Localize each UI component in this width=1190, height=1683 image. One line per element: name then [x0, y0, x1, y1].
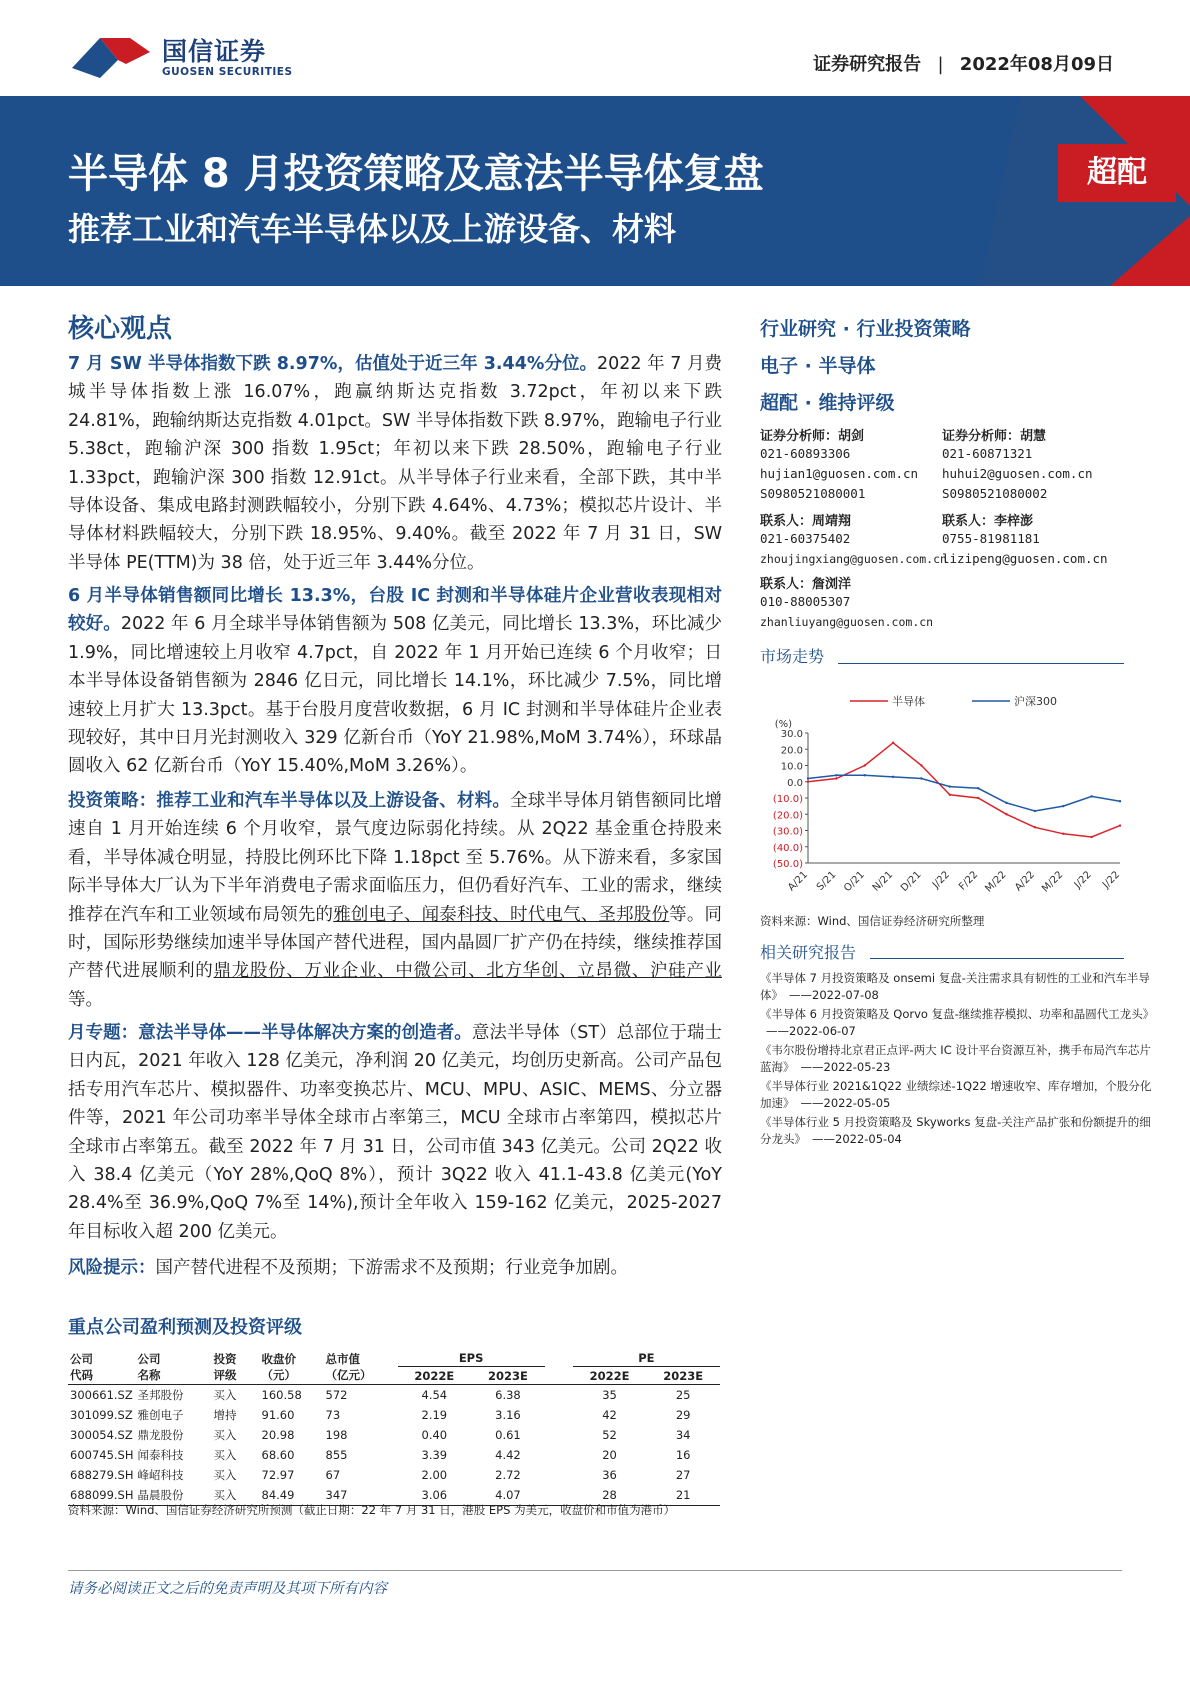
legend-label: 沪深300	[1014, 695, 1057, 708]
chart-axes	[773, 729, 1122, 895]
table-cell: 91.60	[261, 1408, 295, 1422]
table-cell: 买入	[213, 1468, 237, 1482]
related-report-title: 《半导体 6 月投资策略及 Qorvo 复盘-继续推荐模拟、功率和晶圆代工龙头》	[760, 1007, 1155, 1021]
data-point	[1005, 813, 1007, 815]
risk-paragraph	[68, 1254, 722, 1282]
col-pe: PE	[573, 1350, 720, 1367]
data-point	[949, 794, 951, 796]
contact-email[interactable]: lizipeng@guosen.com.cn	[942, 551, 1108, 566]
table-cell: 买入	[213, 1388, 237, 1402]
sidebar-category: 行业研究 · 行业投资策略	[760, 318, 971, 340]
data-point	[977, 787, 979, 789]
p2-lead: 6 月半导体销售额同比增长 13.3%，台股 IC 封测和半导体硅片企业营收表现相对较好。	[68, 586, 722, 635]
table-cell: 29	[675, 1408, 691, 1422]
x-tick-label: A/22	[1013, 869, 1038, 894]
table-cell: 闻泰科技	[137, 1448, 184, 1462]
analyst-cert: S0980521080001	[760, 486, 866, 501]
related-report-item[interactable]	[760, 1042, 1160, 1076]
contact-1	[760, 510, 947, 569]
table-cell: 21	[646, 1485, 720, 1506]
data-point	[807, 777, 809, 779]
related-report-date: ——2022-06-07	[766, 1024, 856, 1038]
y-tick-label: (20.0)	[772, 810, 803, 822]
related-report-item[interactable]	[760, 1078, 1160, 1112]
table-cell: 2.72	[495, 1468, 521, 1482]
related-reports	[760, 970, 1160, 1150]
y-tick-label: (40.0)	[772, 842, 803, 854]
chart-source: 资料来源：Wind、国信证券经济研究所整理	[760, 914, 985, 928]
contact-role: 联系人：周靖翔	[760, 514, 852, 529]
market-rule	[838, 663, 1124, 664]
p2-body: 2022 年 6 月全球半导体销售额为 508 亿美元，同比增长 13.3%，环比减少 1.9%，同比增速较上月收窄 4.7pct，自 2022 年 1 月开始已连续 6 个月收窄；日本半导体设备销售额为 2846 亿日元，同比增长 14.1%，环比减少 7.5%，同比增速较上月扩大 13.3pct。基于台股月度营收数据，6 月 IC 封测和半导体硅片企业表现较好，其中日月光封测收入 329 亿新台币（YoY 21.98%,MoM 3.74%），环球晶圆收入 62 亿新台币（YoY 15.40%,MoM 3.26%）。	[68, 614, 723, 777]
table-cell: 855	[325, 1448, 348, 1462]
contact-phone: 021-60375402	[760, 531, 851, 546]
data-point	[1005, 802, 1007, 804]
contact-email[interactable]: zhanliuyang@guosen.com.cn	[760, 615, 934, 629]
x-tick-label: M/22	[1040, 869, 1066, 895]
core-paragraph-1	[68, 350, 722, 577]
rating-badge: 超配	[1058, 144, 1176, 202]
data-point	[1119, 824, 1121, 826]
analyst-2	[942, 425, 1093, 504]
table-cell: 42	[602, 1408, 617, 1422]
table-cell: 20	[602, 1448, 617, 1462]
table-cell: 301099.SZ	[70, 1408, 133, 1422]
table-cell: 28	[573, 1485, 647, 1506]
report-date: 2022年08月09日	[959, 54, 1114, 75]
core-paragraph-2	[68, 582, 722, 781]
related-report-item[interactable]	[760, 1006, 1160, 1040]
x-tick-label: S/21	[814, 869, 839, 893]
market-heading: 市场走势	[760, 647, 825, 666]
report-type: 证券研究报告	[813, 54, 922, 75]
p1-body: 2022 年 7 月费城半导体指数上涨 16.07%，跑赢纳斯达克指数 3.72pct，年初以来下跌 24.81%，跑输纳斯达克指数 4.01pct。SW 半导体指数下跌 8.97%，跑输电子行业 5.38ct，跑输沪深 300 指数 1.95ct；年初以来下跌 28.50%，跑输电子行业 1.33pct，跑输沪深 300 指数 12.91ct。从半导体子行业来看，全部下跌，其中半导体设备、集成电路封测跌幅较小，分别下跌 4.64%、4.73%；模拟芯片设计、半导体材料跌幅较大，分别下跌 18.95%、9.40%。截至 2022 年 7 月 31 日，SW 半导体 PE(TTM)为 38 倍，处于近三年 3.44%分位。	[68, 354, 722, 573]
chart-lines	[807, 742, 1121, 839]
data-point	[807, 781, 809, 783]
p3-body-a: 全球半导体月销售额同比增速自 1 月开始连续 6 个月收窄，景气度边际弱化持续。从 2Q22 基金重仓持股来看，半导体减仓明显，持股比例环比下降 1.18pct 至 5.76%。从下游来看，多家国际半导体大厂认为下半年消费电子需求面临压力，但仍看好汽车、工业的需求，继续推荐在汽车和工业领域布局领先的	[68, 791, 723, 925]
table-row	[68, 1445, 720, 1465]
data-point	[864, 764, 866, 766]
series-line-0	[808, 743, 1120, 837]
table-cell: 2.00	[421, 1468, 448, 1482]
table-cell: 67	[325, 1468, 341, 1482]
estimates-heading: 重点公司盈利预测及投资评级	[68, 1317, 302, 1338]
table-cell: 84.49	[260, 1485, 324, 1506]
col-pe-2022: 2022E	[573, 1367, 647, 1385]
footer-rule	[68, 1570, 1122, 1571]
y-tick-label: (50.0)	[772, 859, 803, 870]
col-mcap: 总市值 （亿元）	[324, 1350, 398, 1385]
p3-recommend-list-b: 鼎龙股份、万业企业、中微公司、北方华创、立昂微、沪硅产业	[213, 961, 723, 982]
estimates-table	[68, 1350, 720, 1506]
related-report-title: 《半导体行业 2021&1Q22 业绩综述-1Q22 增速收窄、库存增加，个股分化加速》	[760, 1079, 1152, 1110]
data-point	[1034, 810, 1036, 812]
table-cell: 160.58	[261, 1388, 302, 1402]
table-cell: 4.07	[471, 1485, 545, 1506]
table-cell: 35	[602, 1388, 617, 1402]
x-tick-label: O/21	[842, 869, 867, 895]
related-report-item[interactable]	[760, 1114, 1160, 1148]
logo-en: GUOSEN SECURITIES	[162, 66, 293, 78]
table-cell: 300054.SZ	[70, 1428, 133, 1442]
y-tick-label: (10.0)	[772, 794, 803, 805]
col-pe-2023: 2023E	[646, 1367, 720, 1385]
series-line-1	[808, 775, 1120, 811]
core-paragraph-3	[68, 787, 722, 1014]
y-tick-label: (30.0)	[772, 826, 803, 838]
y-tick-label: 30.0	[780, 729, 803, 740]
table-cell: 3.06	[398, 1485, 472, 1506]
analyst-email[interactable]: hujian1@guosen.com.cn	[760, 466, 919, 481]
related-report-date: ——2022-05-05	[800, 1096, 891, 1110]
data-point	[949, 785, 951, 787]
p1-lead: 7 月 SW 半导体指数下跌 8.97%，估值处于近三年 3.44%分位。	[68, 354, 598, 374]
contact-2	[942, 510, 1108, 569]
data-point	[1062, 805, 1064, 807]
table-cell: 27	[675, 1468, 691, 1482]
contact-phone: 010-88005307	[760, 594, 851, 609]
data-point	[1034, 826, 1036, 828]
contact-role: 联系人：李梓澎	[942, 514, 1034, 529]
table-cell: 3.39	[421, 1448, 448, 1462]
table-cell: 20.98	[261, 1428, 295, 1442]
x-tick-label: J/22	[1100, 869, 1123, 891]
table-cell: 雅创电子	[137, 1408, 184, 1422]
table-cell: 鼎龙股份	[137, 1428, 184, 1442]
logo-cn: 国信证券	[162, 37, 267, 66]
risk-lead: 风险提示：	[68, 1258, 156, 1278]
market-trend-chart	[760, 685, 1130, 905]
table-cell: 572	[325, 1388, 348, 1402]
data-point	[1119, 800, 1121, 802]
related-report-title: 《半导体 7 月投资策略及 onsemi 复盘-关注需求具有韧性的工业和汽车半导体》	[760, 971, 1150, 1002]
table-row	[68, 1405, 720, 1425]
contact-3	[760, 573, 933, 632]
y-tick-label: 10.0	[780, 761, 803, 773]
logo	[70, 30, 380, 86]
table-cell: 16	[675, 1448, 691, 1462]
col-rating: 投资 评级	[212, 1350, 260, 1385]
related-report-date: ——2022-05-04	[812, 1132, 902, 1146]
table-cell: 圣邦股份	[137, 1388, 184, 1402]
data-point	[920, 777, 922, 779]
y-tick-label: 20.0	[780, 745, 803, 757]
core-paragraph-4	[68, 1019, 722, 1246]
analyst-role: 证券分析师：胡慧	[942, 429, 1047, 444]
table-cell: 3.16	[495, 1408, 521, 1422]
header-meta	[813, 50, 1114, 76]
p3-body-b: 等。同时，国际形势继续加速半导体国产替代进程，国内晶圆厂扩产仍在持续，继续推荐国产替代进展顺利的	[68, 904, 723, 982]
analyst-phone: 021-60871321	[942, 446, 1033, 461]
x-tick-label: F/22	[957, 869, 981, 893]
data-point	[835, 774, 837, 776]
p3-body-c: 等。	[68, 989, 103, 1010]
table-cell: 300661.SZ	[70, 1388, 133, 1402]
estimates-source: 资料来源：Wind、国信证券经济研究所预测（截止日期：22 年 7 月 31 日，港股 EPS 为美元，收盘价和市值为港币）	[68, 1503, 676, 1517]
contact-phone: 0755-81981181	[942, 531, 1040, 546]
table-cell: 198	[325, 1428, 348, 1442]
col-eps: EPS	[398, 1350, 545, 1367]
x-tick-label: M/22	[983, 869, 1009, 895]
contact-role: 联系人：詹浏洋	[760, 577, 852, 592]
col-name: 公司 名称	[136, 1350, 212, 1385]
table-cell: 52	[602, 1428, 617, 1442]
related-report-item[interactable]	[760, 970, 1160, 1004]
related-report-date: ——2022-07-08	[789, 988, 879, 1002]
table-cell: 4.54	[421, 1388, 448, 1402]
table-cell: 73	[325, 1408, 341, 1422]
report-subtitle: 推荐工业和汽车半导体以及上游设备、材料	[68, 210, 677, 248]
data-point	[1090, 836, 1092, 838]
table-row	[68, 1425, 720, 1445]
p3-recommend-list-a: 雅创电子、闻泰科技、时代电气、圣邦股份	[333, 904, 670, 925]
table-cell: 72.97	[261, 1468, 295, 1482]
x-tick-label: D/21	[898, 869, 924, 894]
table-cell: 买入	[212, 1485, 260, 1506]
p4-lead: 月专题：意法半导体——半导体解决方案的创造者。	[68, 1023, 472, 1043]
col-code: 公司 代码	[68, 1350, 136, 1385]
related-rule	[870, 958, 1124, 959]
table-cell: 晶晨股份	[136, 1485, 212, 1506]
x-tick-label: A/21	[786, 869, 811, 894]
analyst-cert: S0980521080002	[942, 486, 1048, 501]
data-point	[920, 764, 922, 766]
table-cell: 36	[602, 1468, 617, 1482]
table-row	[68, 1385, 720, 1406]
report-title: 半导体 8 月投资策略及意法半导体复盘	[68, 151, 764, 197]
y-unit-label: (%)	[774, 719, 792, 730]
table-row	[68, 1465, 720, 1485]
col-eps-2022: 2022E	[398, 1367, 472, 1385]
table-cell: 0.61	[495, 1428, 521, 1442]
related-heading: 相关研究报告	[760, 943, 857, 962]
p4-body: 意法半导体（ST）总部位于瑞士日内瓦，2021 年收入 128 亿美元，净利润 20 亿美元，均创历史新高。公司产品包括专用汽车芯片、模拟器件、功率变换芯片、MCU、MPU、ASIC、MEMS、分立器件等，2021 年公司功率半导体全球市占率第三，MCU 全球市占率第四，模拟芯片全球市占率第五。截至 2022 年 7 月 31 日，公司市值 343 亿美元。公司 2Q22 收入 38.4 亿美元（YoY 28%,QoQ 8%），预计 3Q22 收入 41.1-43.8 亿美元(YoY 28.4%至 36.9%,QoQ 7%至 14%),预计全年收入 159-162 亿美元，2025-2027 年目标收入超 200 亿美元。	[68, 1023, 722, 1242]
chart-legend	[850, 694, 1057, 708]
data-point	[977, 797, 979, 799]
analyst-phone: 021-60893306	[760, 446, 851, 461]
col-eps-2023: 2023E	[471, 1367, 545, 1385]
data-point	[1090, 795, 1092, 797]
data-point	[864, 774, 866, 776]
table-cell: 0.40	[421, 1428, 448, 1442]
table-cell: 6.38	[495, 1388, 521, 1402]
title-banner	[0, 96, 1190, 286]
contact-email[interactable]: zhoujingxiang@guosen.com.cn	[760, 552, 947, 566]
table-cell: 买入	[213, 1428, 237, 1442]
related-report-date: ——2022-05-23	[800, 1060, 891, 1074]
table-cell: 68.60	[261, 1448, 295, 1462]
table-cell: 买入	[213, 1448, 237, 1462]
analyst-email[interactable]: huhui2@guosen.com.cn	[942, 466, 1093, 481]
related-report-title: 《韦尔股份增持北京君正点评-两大 IC 设计平台资源互补，携手布局汽车芯片蓝海》	[760, 1043, 1151, 1074]
col-price: 收盘价 （元）	[260, 1350, 324, 1385]
header-separator: |	[937, 54, 944, 75]
footer-disclaimer: 请务必阅读正文之后的免责声明及其项下所有内容	[68, 1581, 387, 1597]
p3-lead: 投资策略：推荐工业和汽车半导体以及上游设备、材料。	[68, 791, 511, 811]
sidebar-sector: 电子 · 半导体	[760, 355, 876, 377]
table-cell: 2.19	[421, 1408, 448, 1422]
related-report-title: 《半导体行业 5 月投资策略及 Skyworks 复盘-关注产品扩张和份额提升的细分龙头》	[760, 1115, 1151, 1146]
core-heading: 核心观点	[68, 314, 173, 344]
guosen-logo-icon	[70, 30, 152, 82]
data-point	[1062, 833, 1064, 835]
analyst-1	[760, 425, 918, 504]
data-point	[835, 777, 837, 779]
data-point	[892, 776, 894, 778]
data-point	[892, 742, 894, 744]
table-cell: 峰岹科技	[137, 1468, 184, 1482]
table-cell: 34	[675, 1428, 691, 1442]
y-tick-label: 0.0	[787, 777, 803, 789]
table-cell: 增持	[213, 1408, 237, 1422]
x-tick-label: J/22	[1072, 869, 1094, 891]
sidebar-rating: 超配 · 维持评级	[760, 392, 895, 414]
analyst-role: 证券分析师：胡剑	[760, 429, 865, 444]
legend-label: 半导体	[892, 695, 925, 708]
table-cell: 25	[675, 1388, 691, 1402]
risk-body: 国产替代进程不及预期；下游需求不及预期；行业竞争加剧。	[155, 1258, 628, 1278]
x-tick-label: J/22	[930, 869, 952, 891]
table-cell: 347	[324, 1485, 398, 1506]
table-cell: 688279.SH	[70, 1468, 134, 1482]
table-cell: 4.42	[495, 1448, 521, 1462]
table-cell: 600745.SH	[70, 1448, 134, 1462]
table-cell: 688099.SH	[68, 1485, 136, 1506]
x-tick-label: N/21	[870, 869, 896, 894]
